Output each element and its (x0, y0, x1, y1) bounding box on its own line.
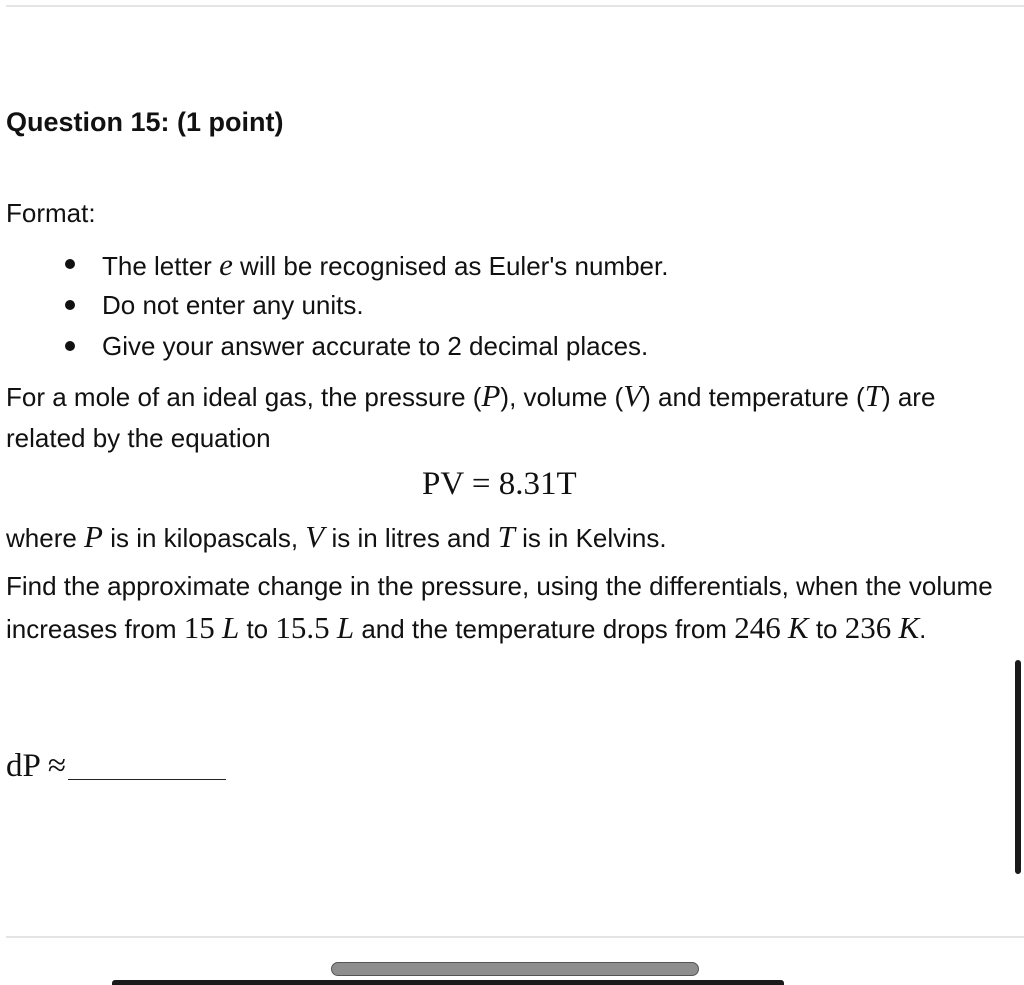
answer-row (6, 746, 226, 786)
bottom-divider (6, 936, 1024, 938)
vertical-scrollbar[interactable] (1015, 660, 1021, 874)
units-description: where P is in kilopascals, V is in litres and T is in Kelvins. (6, 519, 667, 554)
format-label: Format: (6, 198, 96, 228)
horizontal-scrollbar[interactable] (331, 962, 699, 976)
list-item-units: Do not enter any units. (6, 285, 668, 326)
top-divider (6, 5, 1024, 7)
answer-label: dP ≈ (6, 748, 66, 784)
question-title: Question 15: (1 point) (6, 107, 284, 137)
problem-statement: Find the approximate change in the pressure, using the differentials, when the volume increases from 15 L to 15.5 L and the temperature drops from 246 K to 236 K. (6, 571, 993, 645)
format-list (6, 244, 668, 367)
home-indicator (112, 980, 784, 985)
problem-intro: For a mole of an ideal gas, the pressure (P), volume (V) and temperature (T) are related by the equation (6, 378, 936, 453)
list-item-euler: The letter e will be recognised as Euler's number. (6, 244, 668, 285)
euler-variable: e (219, 247, 233, 282)
list-item-decimals: Give your answer accurate to 2 decimal places. (6, 326, 668, 367)
answer-input[interactable] (68, 749, 226, 780)
ideal-gas-equation: PV = 8.31T (422, 466, 577, 502)
